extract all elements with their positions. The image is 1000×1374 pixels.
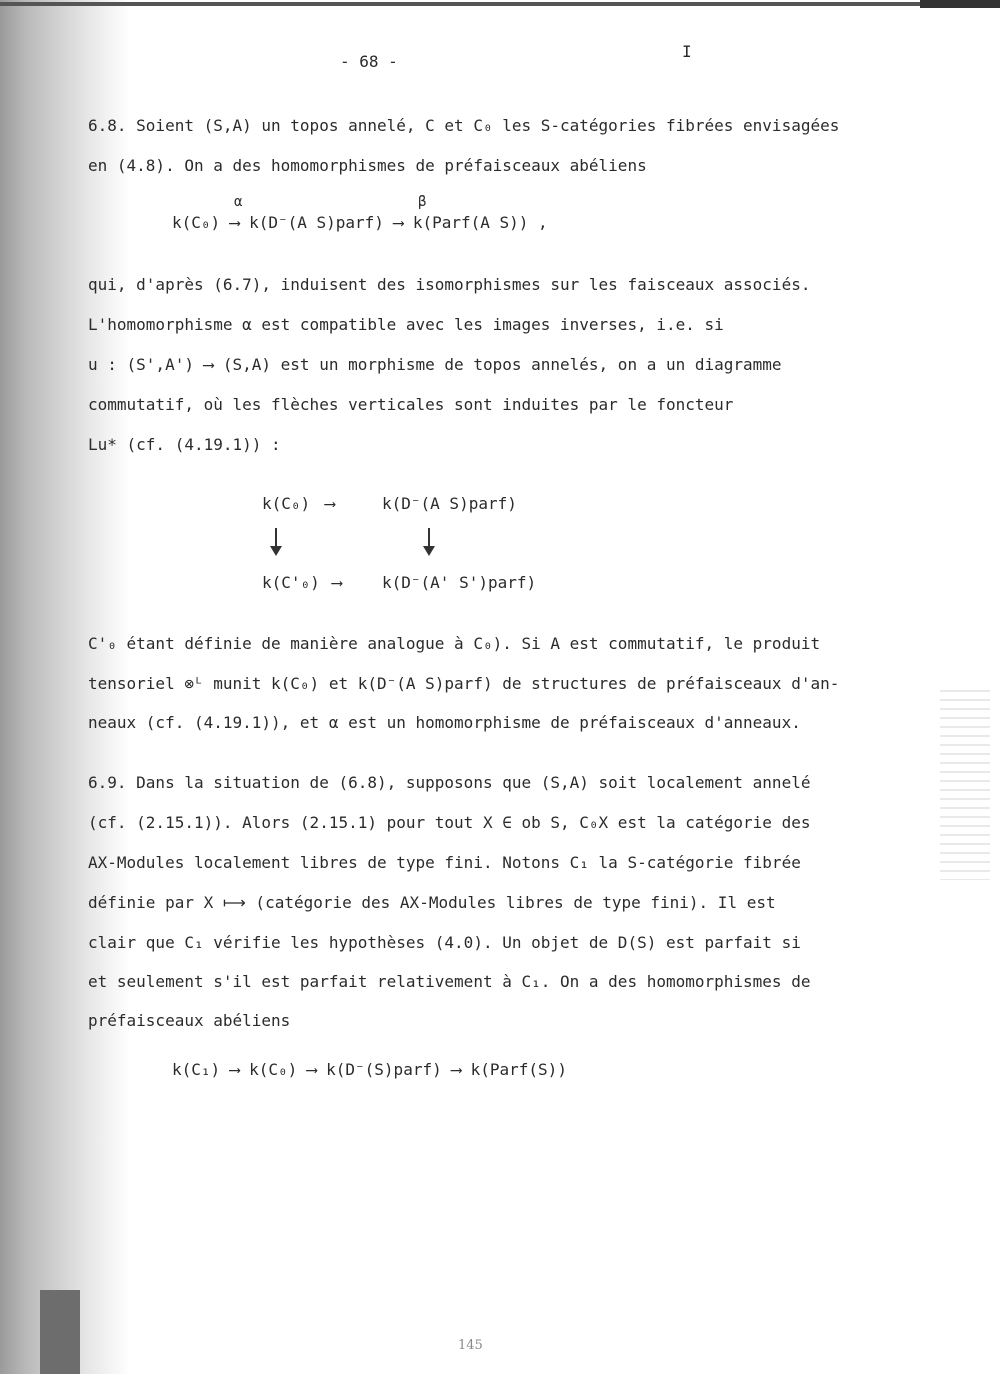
para-6-9-line-2: (cf. (2.15.1)). Alors (2.15.1) pour tout X ∈ ob S, C₀X est la catégorie des [88,813,811,832]
para-6-8-line-4: L'homomorphisme α est compatible avec les images inverses, i.e. si [88,315,724,334]
para-6-8-line-5: u : (S',A') ⟶ (S,A) est un morphisme de topos annelés, on a un diagramme [88,355,782,374]
diagram-bottom-arrow: ⟶ [332,573,342,592]
para-6-8-line-8: C'₀ étant définie de manière analogue à C₀). Si A est commutatif, le produit [88,634,821,653]
para-6-9-line-6: et seulement s'il est parfait relativement à C₁. On a des homomorphismes de [88,972,811,991]
diagram-bottom-right: k(D⁻(A' S')parf) [382,573,537,592]
para-6-8-line-7: Lu* (cf. (4.19.1)) : [88,435,281,454]
para-6-8-line-3: qui, d'après (6.7), induisent des isomorphismes sur les faisceaux associés. [88,275,811,294]
diagram-bottom-left: k(C'₀) [262,573,320,592]
diagram-left-arrow [275,528,277,554]
diagram-right-arrow [428,528,430,554]
page-number: - 68 - [340,52,398,71]
binding-dark-patch [40,1290,80,1374]
para-6-9-line-7: préfaisceaux abéliens [88,1011,291,1030]
top-border-mark [920,0,1000,8]
formula-1-beta: β [418,194,427,210]
formula-1: k(C₀) ⟶ k(D⁻(A S)parf) ⟶ k(Parf(A S)) , [172,213,548,232]
para-6-8-line-1: 6.8. Soient (S,A) un topos annelé, C et C₀ les S-catégories fibrées envisagées [88,116,840,135]
para-6-8-line-2: en (4.8). On a des homomorphismes de préfaisceaux abéliens [88,156,647,175]
para-6-9-line-1: 6.9. Dans la situation de (6.8), supposons que (S,A) soit localement annelé [88,773,811,792]
para-6-9-line-5: clair que C₁ vérifie les hypothèses (4.0). Un objet de D(S) est parfait si [88,933,801,952]
formula-1-alpha: α [234,194,243,210]
diagram-top-left: k(C₀) [262,494,311,513]
chapter-mark: I [682,42,692,61]
top-border-line [0,2,1000,6]
para-6-8-line-6: commutatif, où les flèches verticales sont induites par le foncteur [88,395,734,414]
folio-number: 145 [458,1338,483,1353]
para-6-9-line-3: AX-Modules localement libres de type fini. Notons C₁ la S-catégorie fibrée [88,853,801,872]
formula-2: k(C₁) ⟶ k(C₀) ⟶ k(D⁻(S)parf) ⟶ k(Parf(S)) [172,1060,567,1079]
para-6-9-line-4: définie par X ⟼ (catégorie des AX-Modules libres de type fini). Il est [88,893,776,912]
para-6-8-line-10: neaux (cf. (4.19.1)), et α est un homomorphisme de préfaisceaux d'anneaux. [88,713,801,732]
diagram-top-right: k(D⁻(A S)parf) [382,494,517,513]
scan-noise [940,690,990,880]
diagram-top-arrow: ⟶ [325,494,335,513]
para-6-8-line-9: tensoriel ⊗ᴸ munit k(C₀) et k(D⁻(A S)parf) de structures de préfaisceaux d'an- [88,674,840,693]
